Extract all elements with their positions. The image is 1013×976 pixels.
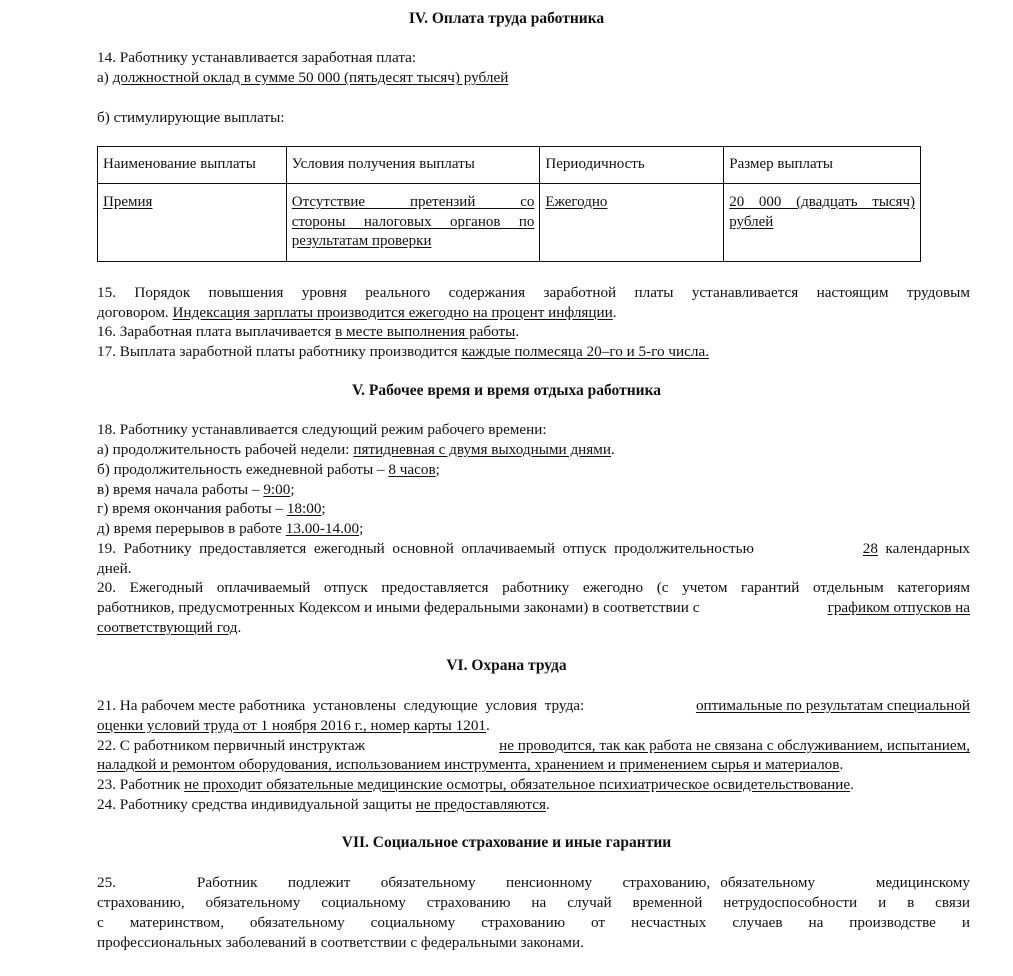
table-header-row <box>98 147 921 184</box>
clause-18a-value: пятидневная с двумя выходными днями <box>353 441 612 458</box>
clause-20-line-3 <box>97 618 970 638</box>
clause-22-value-cont: наладкой и ремонтом оборудования, использованием инструмента, хранением и применением сырья и материалов <box>97 756 840 773</box>
clause-21-suffix: . <box>486 717 490 734</box>
clause-18d-prefix: г) время окончания работы – <box>97 500 287 517</box>
clause-18c-prefix: в) время начала работы – <box>97 481 264 498</box>
clause-15-suffix: . <box>612 304 617 321</box>
clause-20-value: графиком отпусков на <box>827 599 970 616</box>
clause-18b <box>97 460 970 480</box>
header-periodicity: Периодичность <box>540 147 724 184</box>
clause-17-prefix: 17. Выплата заработной платы работнику производится <box>97 343 462 360</box>
clause-15-line-1: 15. Порядок повышения уровня реального содержания заработной платы устанавливается настоящим трудовым <box>97 284 970 301</box>
clause-18b-suffix: ; <box>435 461 440 478</box>
cell-periodicity <box>540 184 724 262</box>
clause-23 <box>97 775 970 795</box>
cell-name-text: Премия <box>103 194 153 210</box>
clause-17-value: каждые полмесяца 20–го и 5-го числа. <box>461 343 710 360</box>
clause-18c-suffix: ; <box>290 481 295 498</box>
clause-18b-value: 8 часов <box>388 461 436 478</box>
clause-21-prefix: 21. На рабочем месте работника установлены следующие условия труда: <box>97 697 589 714</box>
clause-14a-prefix: а) <box>97 69 113 86</box>
clause-18d <box>97 499 970 519</box>
clause-18d-suffix: ; <box>321 500 326 517</box>
clause-19-prefix: 19. Работнику предоставляется ежегодный основной оплачиваемый отпуск продолжительностью <box>97 540 762 557</box>
clause-22-line-2 <box>97 755 970 775</box>
clause-22-suffix: . <box>839 756 844 773</box>
clause-18d-value: 18:00 <box>286 500 322 517</box>
cell-conditions <box>286 184 540 262</box>
clause-19-suffix: календарных <box>877 540 970 557</box>
clause-21-line-2 <box>97 716 970 736</box>
clause-23-prefix: 23. Работник <box>97 776 185 793</box>
clause-24-suffix: . <box>545 796 550 813</box>
cell-periodicity-text: Ежегодно <box>545 194 608 210</box>
clause-25-line-1: 25. Работник подлежит обязательному пенсионному страхованию, обязательному медицинскому <box>97 874 970 891</box>
section-5-title: V. Рабочее время и время отдыха работника <box>351 382 662 399</box>
cell-conditions-line-3: результатам проверки <box>291 233 432 249</box>
clause-23-value: не проходит обязательные медицинские осмотры, обязательное психиатрическое освидетельствование <box>184 776 851 793</box>
table-row <box>98 184 921 262</box>
clause-18e-prefix: д) время перерывов в работе <box>97 520 286 537</box>
clause-14a-value: должностной оклад в сумме 50 000 (пятьдесят тысяч) рублей <box>112 69 509 86</box>
clause-19-line-2: дней. <box>97 560 132 577</box>
clause-21-value-cont: оценки условий труда от 1 ноября 2016 г., номер карты 1201 <box>97 717 487 734</box>
clause-25-line-4: профессиональных заболеваний в соответствии с федеральными законами. <box>97 934 584 951</box>
clause-18a <box>97 440 970 460</box>
clause-20-line-1: 20. Ежегодный оплачиваемый отпуск предоставляется работнику ежегодно (с учетом гарантий отдельным категориям <box>97 579 970 596</box>
clause-15-prefix: договором. <box>97 304 173 321</box>
header-conditions: Условия получения выплаты <box>286 147 540 184</box>
clause-15-line-2 <box>97 303 970 323</box>
clause-18c <box>97 480 970 500</box>
clause-22-line-1 <box>97 736 970 756</box>
clause-18b-prefix: б) продолжительность ежедневной работы – <box>97 461 389 478</box>
clause-20-prefix: работников, предусмотренных Кодексом и иными федеральными законами) в соответствии с <box>97 599 700 616</box>
clause-14a <box>97 68 970 88</box>
clause-15-value: Индексация зарплаты производится ежегодно на процент инфляции <box>172 304 613 321</box>
cell-amount-line-1: 20 000 (двадцать тысяч) <box>729 194 915 210</box>
clause-24 <box>97 795 970 815</box>
clause-18e-value: 13.00-14.00 <box>285 520 360 537</box>
cell-amount <box>724 184 921 262</box>
clause-19-line-1 <box>97 539 970 559</box>
clause-20-line-2 <box>97 598 970 618</box>
clause-25-line-3: с материнством, обязательному социальному страхованию от несчастных случаев на производстве и <box>97 914 970 931</box>
clause-18a-prefix: а) продолжительность рабочей недели: <box>97 441 354 458</box>
clause-18e <box>97 519 970 539</box>
clause-18e-suffix: ; <box>359 520 364 537</box>
cell-conditions-line-2: стороны налоговых органов по <box>291 213 535 230</box>
clause-24-value: не предоставляются <box>415 796 546 813</box>
clause-18: 18. Работнику устанавливается следующий режим рабочего времени: <box>97 421 547 438</box>
clause-22-prefix: 22. С работником первичный инструктаж <box>97 737 369 754</box>
cell-amount-line-2: рублей <box>729 213 774 230</box>
clause-23-suffix: . <box>850 776 854 793</box>
header-name: Наименование выплаты <box>98 147 287 184</box>
payments-table <box>97 146 921 262</box>
clause-24-prefix: 24. Работнику средства индивидуальной защиты <box>97 796 416 813</box>
clause-16-value: в месте выполнения работы <box>335 323 516 340</box>
section-4-title: IV. Оплата труда работника <box>408 10 605 27</box>
clause-17 <box>97 342 970 362</box>
clause-22-value: не проводится, так как работа не связана с обслуживанием, испытанием, <box>499 737 970 754</box>
clause-20-suffix: . <box>237 619 242 636</box>
clause-21-value: оптимальные по результатам специальной <box>695 697 970 714</box>
clause-16 <box>97 322 970 342</box>
clause-14b: б) стимулирующие выплаты: <box>97 109 285 126</box>
header-amount: Размер выплаты <box>724 147 921 184</box>
cell-name <box>98 184 287 262</box>
section-6-title: VI. Охрана труда <box>446 657 567 674</box>
clause-18c-value: 9:00 <box>263 481 291 498</box>
section-7-title: VII. Социальное страхование и иные гарантии <box>341 834 672 851</box>
clause-16-suffix: . <box>515 323 520 340</box>
clause-14: 14. Работнику устанавливается заработная плата: <box>97 49 417 66</box>
clause-25-line-2: страхованию, обязательному социальному страхованию на случай временной нетрудоспособности и в связи <box>97 894 970 911</box>
cell-conditions-line-1: Отсутствие претензий со <box>291 194 535 210</box>
clause-19-value: 28 <box>862 540 878 557</box>
clause-18a-suffix: . <box>611 441 615 458</box>
clause-16-prefix: 16. Заработная плата выплачивается <box>97 323 336 340</box>
clause-21-line-1 <box>97 696 970 716</box>
clause-20-value-cont: соответствующий год <box>97 619 238 636</box>
